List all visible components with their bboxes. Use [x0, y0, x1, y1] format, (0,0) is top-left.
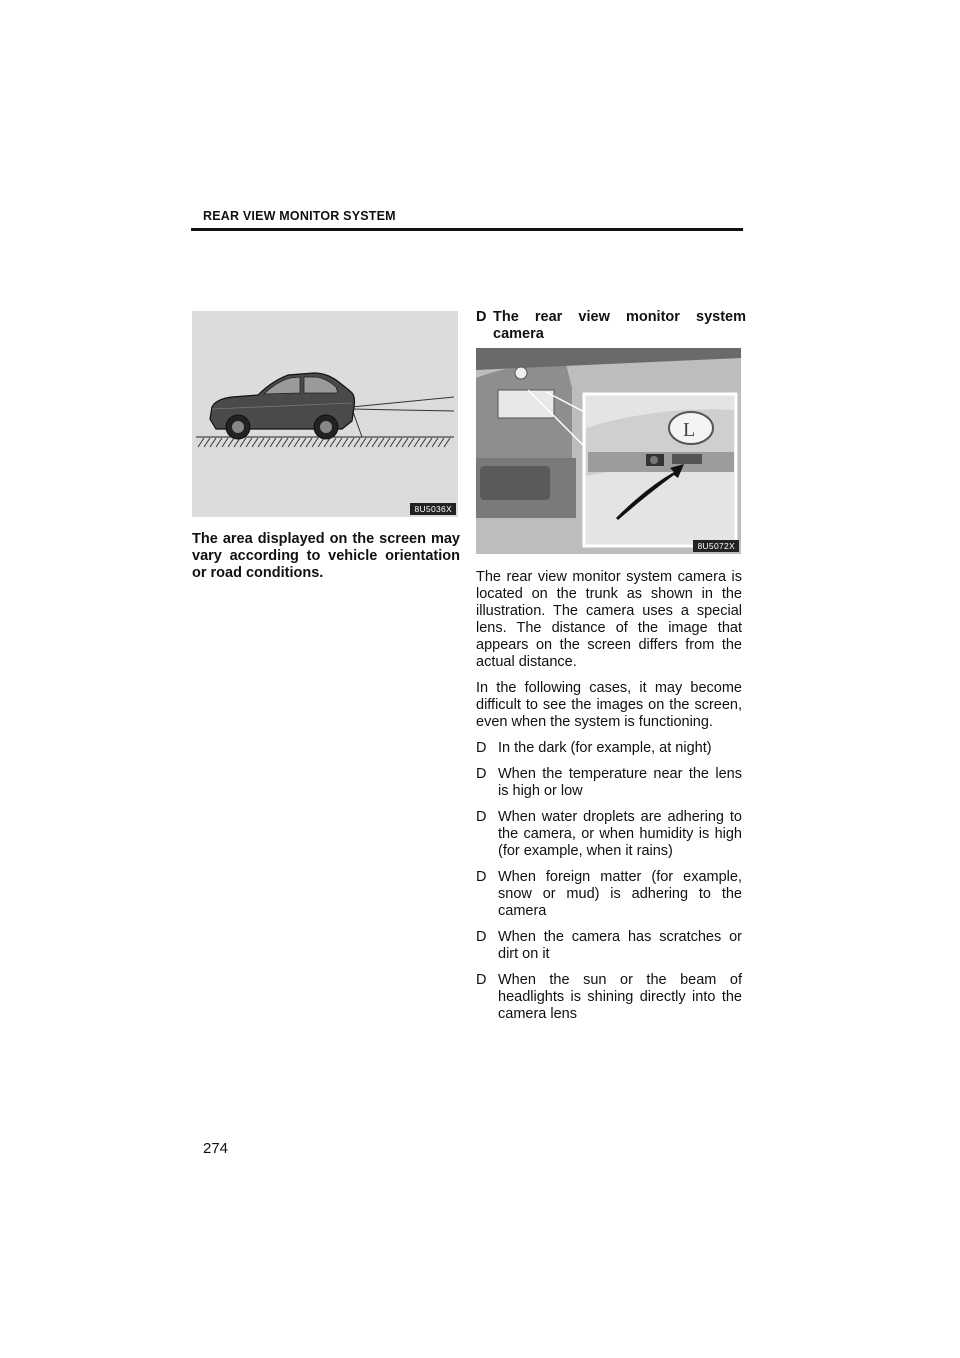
figure-car-side-view	[192, 311, 458, 517]
car-side-illustration	[192, 311, 458, 517]
list-item-text: In the dark (for example, at night)	[498, 740, 712, 756]
list-item	[476, 740, 742, 757]
bullet-d-icon: D	[476, 869, 487, 885]
list-item	[476, 869, 742, 920]
list-item	[476, 929, 742, 963]
svg-text:L: L	[683, 419, 696, 441]
figure-code: 8U5036X	[410, 503, 456, 515]
list-item-text: When water droplets are adhering to the camera, or when humidity is high (for example, when it rains)	[498, 809, 742, 859]
figure-code: 8U5072X	[693, 540, 739, 552]
paragraph: In the following cases, it may become difficult to see the images on the screen, even when the system is functioning.	[476, 680, 742, 730]
list-item-text: When foreign matter (for example, snow or mud) is adhering to the camera	[498, 869, 742, 919]
list-item	[476, 972, 742, 1023]
bullet-d-icon: D	[476, 766, 487, 782]
section-heading-text: The rear view monitor system camera	[493, 309, 746, 342]
section-heading	[476, 309, 746, 343]
bullet-d-icon: D	[476, 309, 487, 325]
list-item	[476, 766, 742, 800]
running-header: REAR VIEW MONITOR SYSTEM	[203, 209, 396, 223]
bullet-d-icon: D	[476, 972, 487, 988]
paragraph: The rear view monitor system camera is located on the trunk as shown in the illustration. The camera uses a special lens. The distance of the image that appears on the screen differs from the actual distance.	[476, 569, 742, 670]
figure-caption: The area displayed on the screen may vary according to vehicle orientation or road conditions.	[192, 531, 460, 581]
list-item-text: When the sun or the beam of headlights is shining directly into the camera lens	[498, 972, 742, 1022]
list-item-text: When the camera has scratches or dirt on it	[498, 929, 742, 962]
conditions-list	[476, 740, 742, 1023]
figure-camera-location	[476, 348, 741, 554]
body-text	[476, 569, 742, 1032]
list-item	[476, 809, 742, 860]
bullet-d-icon: D	[476, 929, 487, 945]
page-number: 274	[203, 1140, 229, 1157]
list-item-text: When the temperature near the lens is high or low	[498, 766, 742, 799]
bullet-d-icon: D	[476, 740, 487, 756]
trunk-camera-illustration	[476, 348, 741, 554]
header-rule	[191, 228, 743, 231]
bullet-d-icon: D	[476, 809, 487, 825]
